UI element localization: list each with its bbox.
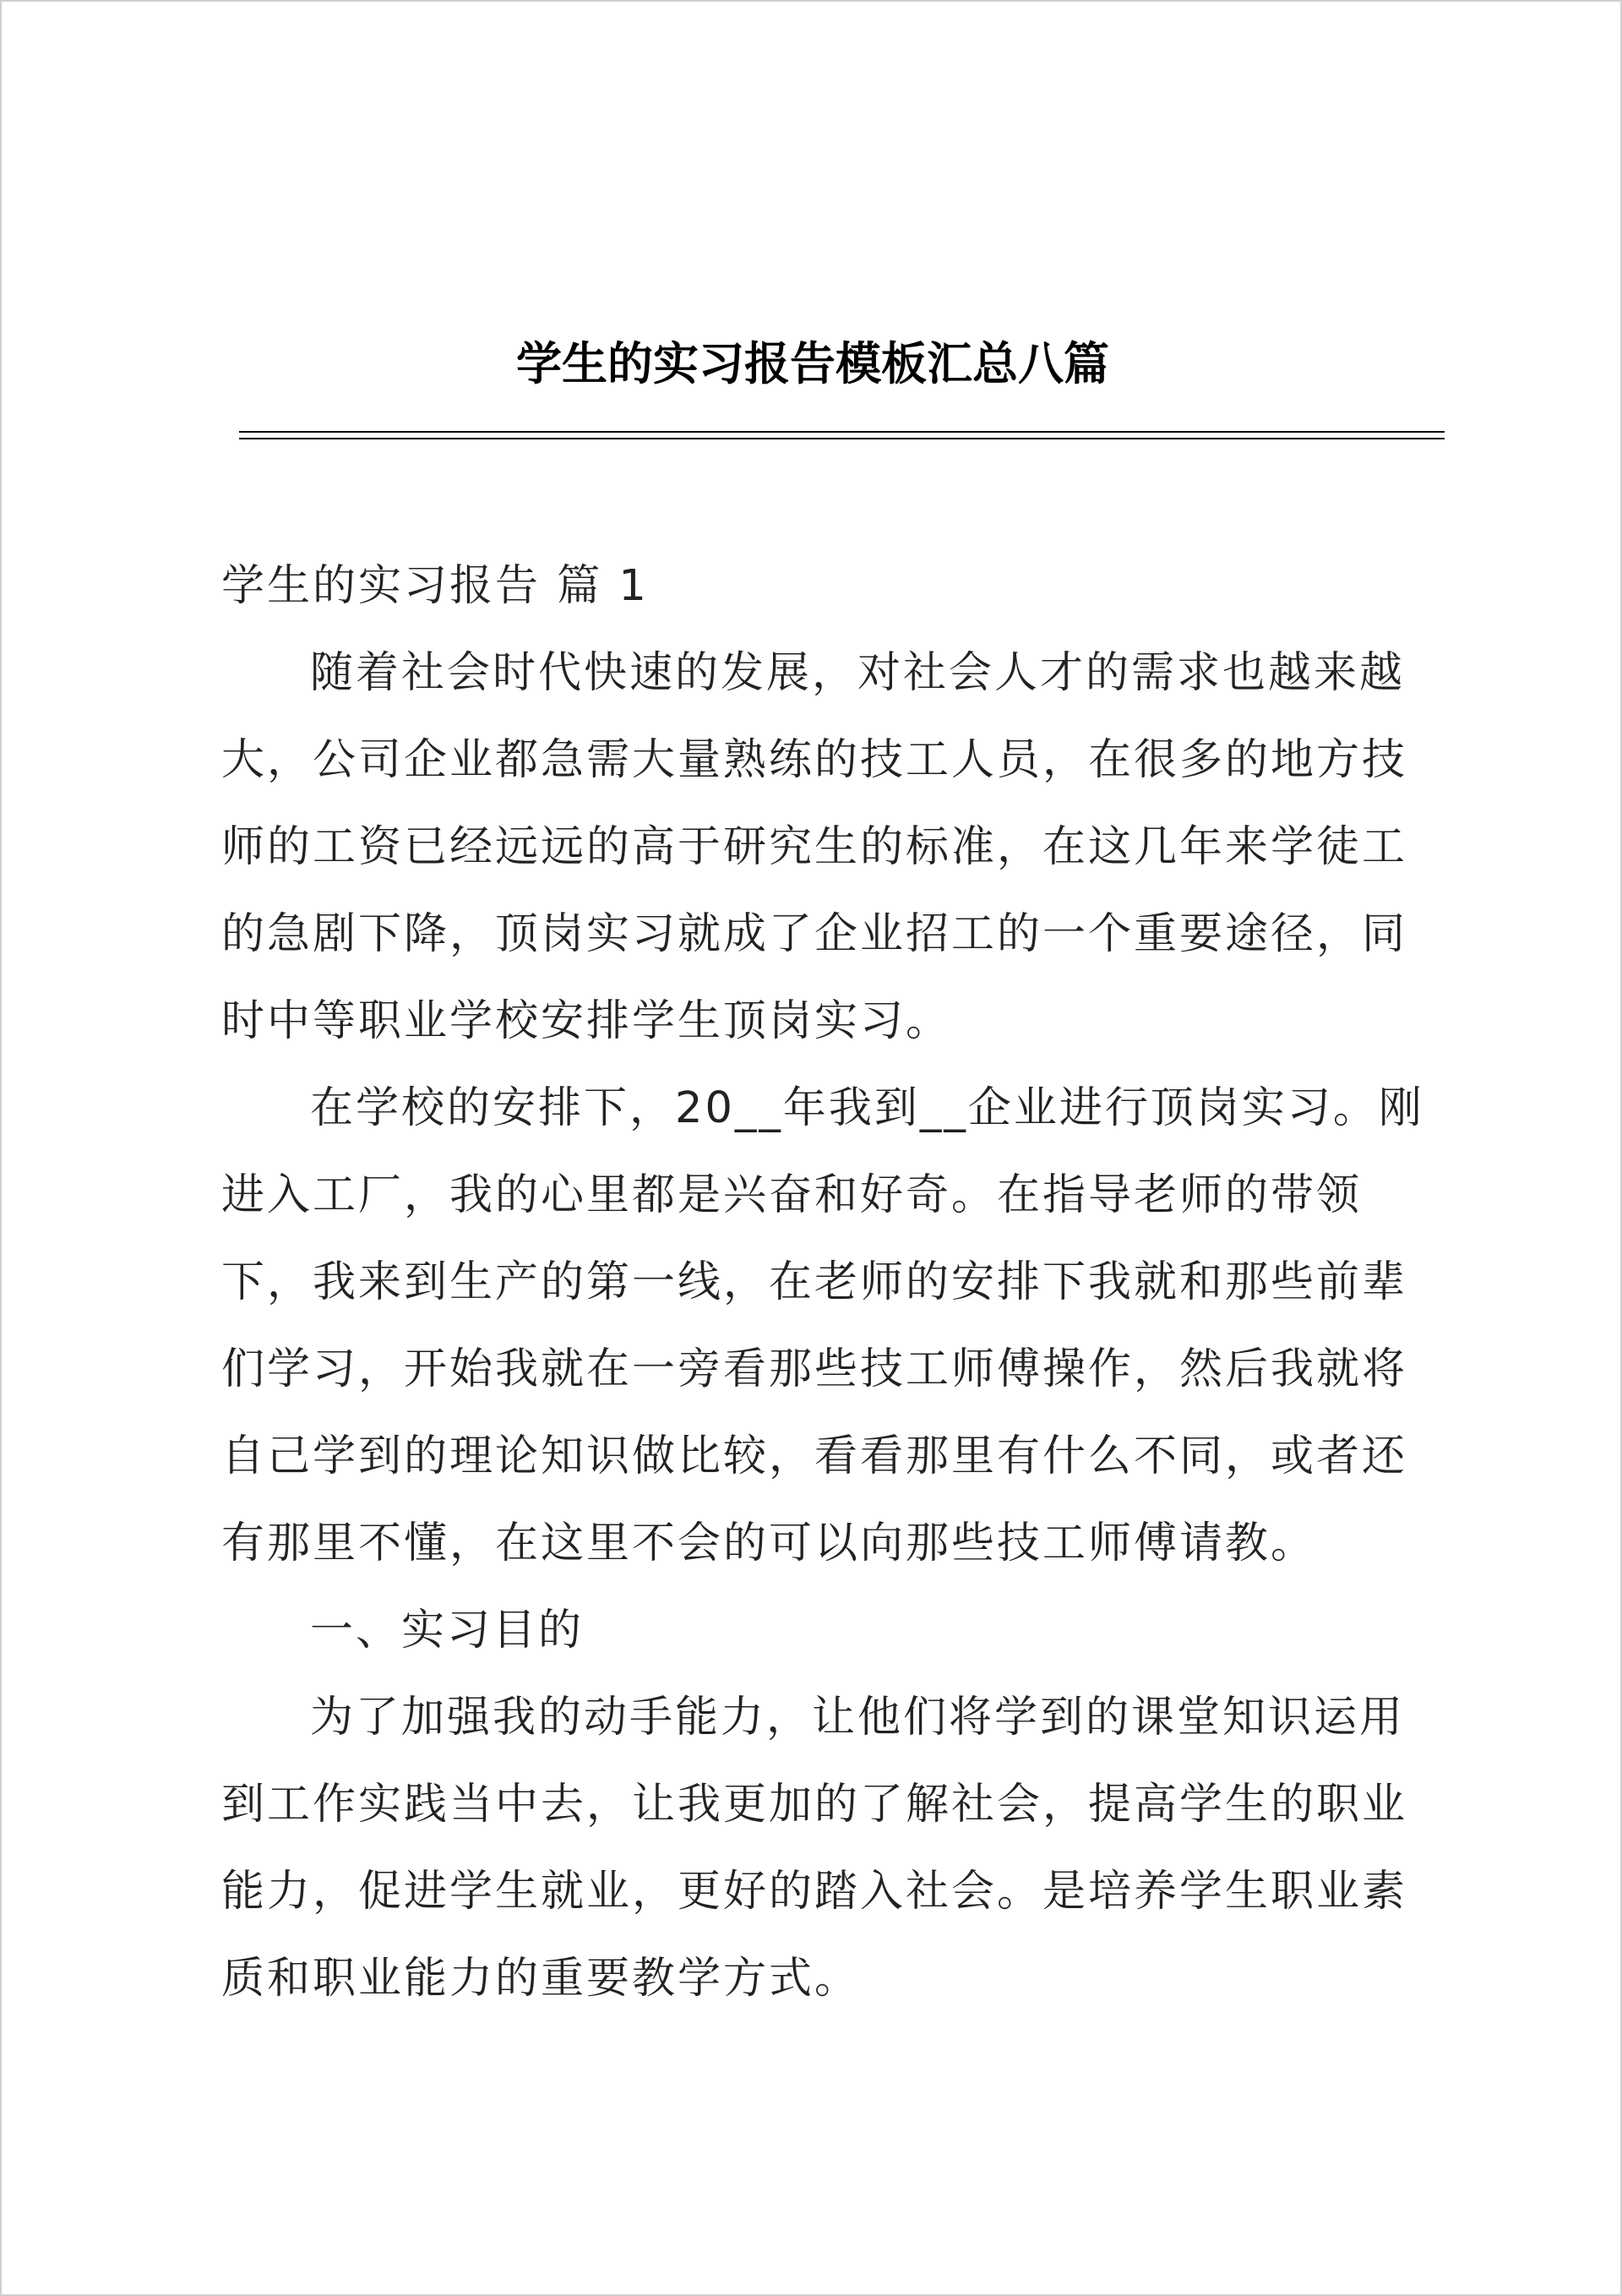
- subheading-purpose: 一、实习目的: [310, 1606, 585, 1655]
- paragraph-purpose: 为了加强我的动手能力，让他们将学到的课堂知识运用到工作实践当中去，让我更加的了解社会，提高学生的职业能力，促进学生就业，更好的踏入社会。是培养学生职业素质和职业能力的重要教学方式。: [221, 1693, 1408, 2004]
- document-title: 学生的实习报告模板汇总八篇: [516, 336, 1109, 390]
- title-double-rule: [239, 431, 1445, 439]
- paragraph-2: 在学校的安排下，20__年我到__企业进行顶岗实习。刚进入工厂，我的心里都是兴奋和好奇。在指导老师的带领下，我来到生产的第一线，在老师的安排下我就和那些前辈们学习，开始我就在一旁看那些技工师傅操作，然后我就将自己学到的理论知识做比较，看看那里有什么不同，或者还有那里不懂，在这里不会的可以向那些技工师傅请教。: [221, 1083, 1424, 1568]
- section-heading: 学生的实习报告 篇 1: [221, 561, 649, 611]
- paragraph-1: 随着社会时代快速的发展，对社会人才的需求也越来越大，公司企业都急需大量熟练的技工人员，在很多的地方技师的工资已经远远的高于研究生的标准，在这几年来学徒工的急剧下降，顶岗实习就成了企业招工的一个重要途径，同时中等职业学校安排学生顶岗实习。: [221, 648, 1408, 1046]
- document-body: [221, 543, 1438, 2022]
